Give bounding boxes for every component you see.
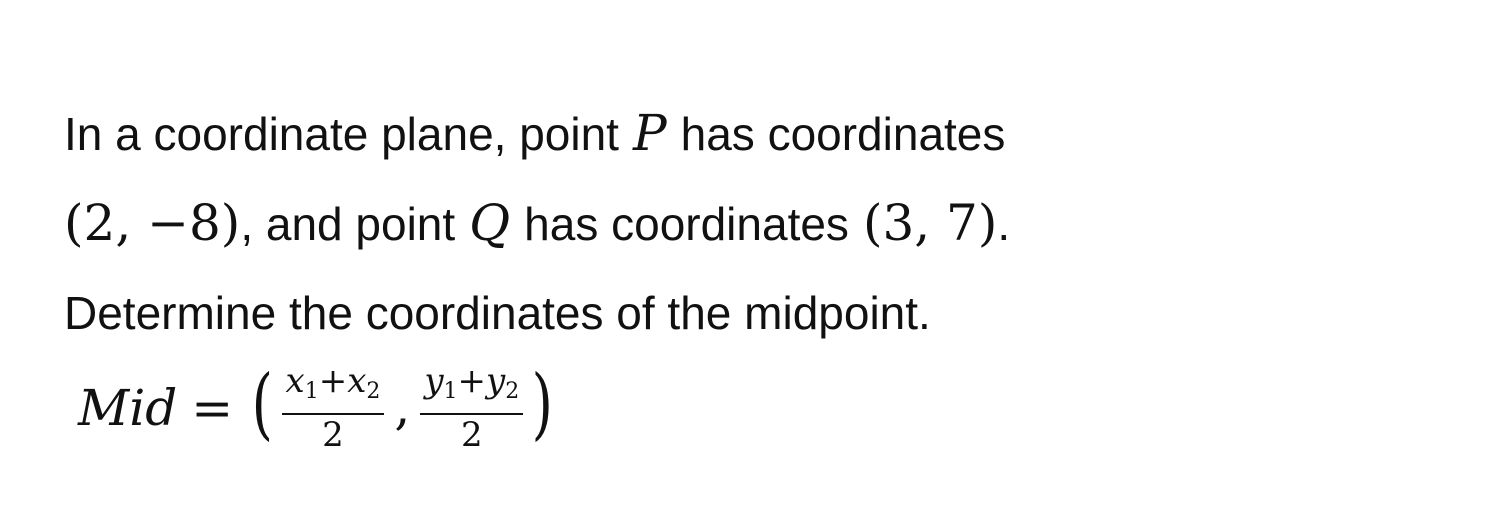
line3-text: Determine the coordinates of the midpoint. (64, 287, 931, 339)
formula-open-paren: ( (251, 359, 273, 449)
fraction-x-numerator: $x_1+x_2$ (282, 362, 385, 415)
problem-text (64, 88, 1464, 458)
fraction-x (282, 362, 385, 455)
line1-text-b: has coordinates (680, 108, 1006, 160)
problem-line-1 (64, 88, 1464, 178)
fraction-x-denominator: 2 (322, 414, 344, 455)
fraction-y-numerator: $y_1+y_2$ (420, 362, 523, 415)
point-p-coordinates: (2, −8) (64, 194, 241, 252)
line2-text-a: , and point (240, 198, 456, 250)
formula-equals: = (191, 379, 234, 437)
line2-text-c: . (997, 198, 1011, 250)
formula-lhs: Mid (78, 379, 178, 437)
point-q-variable: Q (469, 194, 511, 252)
formula-comma: , (394, 378, 411, 436)
line2-text-b: has coordinates (524, 198, 849, 250)
point-p-variable: P (632, 104, 667, 162)
midpoint-formula (64, 358, 1464, 458)
problem-line-2 (64, 178, 1464, 268)
problem-line-3 (64, 268, 1464, 358)
fraction-y (420, 362, 523, 455)
line1-text-a: In a coordinate plane, point (64, 108, 619, 160)
fraction-y-denominator: 2 (460, 414, 483, 455)
point-q-coordinates: (3, 7) (862, 194, 998, 252)
formula-close-paren: ) (531, 359, 554, 449)
